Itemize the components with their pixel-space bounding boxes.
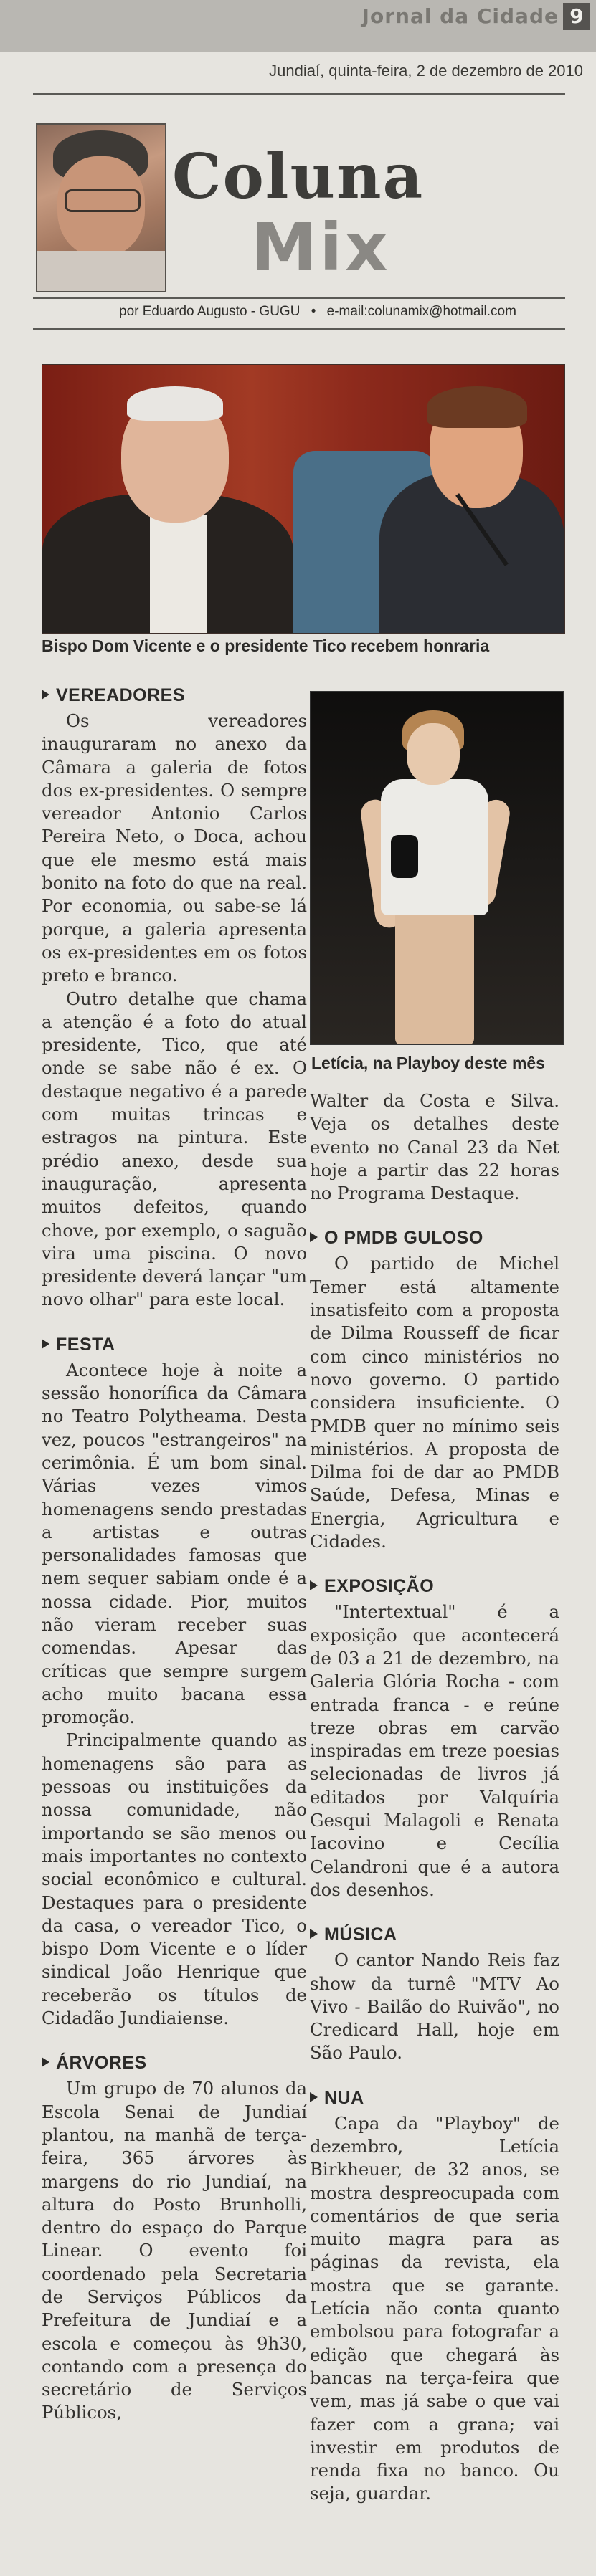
arrow-icon xyxy=(310,1580,318,1590)
paragraph: Walter da Costa e Silva. Veja os detalhes deste evento no Canal 23 da Net hoje a partir das 22 horas no Programa Destaque. xyxy=(310,1090,559,1204)
heading-pmdb: O PMDB GULOSO xyxy=(310,1223,559,1252)
paragraph: Outro detalhe que chama a atenção é a foto do atual presidente, Tico, que até onde se sabe não é ex. O destaque negativo é a parede com muitas trincas e estragos na pintura. Este prédio anexo, desde sua inauguração, apresenta muitos defeitos, quando chove, por exemplo, o saguão vira uma piscina. O novo presidente deverá lançar "um novo olhar" para este local. xyxy=(42,988,307,1310)
heading-arvores: ÁRVORES xyxy=(42,2048,307,2077)
paragraph: Um grupo de 70 alunos da Escola Senai de Jundiaí plantou, na manhã de terça-feira, 365 árvores às margens do rio Jundiaí, na altura do Posto Brunholli, dentro do espaço do Parque Linear. O evento foi coordenado pela Secretaria de Serviços Públicos da Prefeitura de Jundiaí e a escola e começou às 9h30, contando com a presença do secretário de Serviços Públicos, xyxy=(42,2078,307,2423)
heading-vereadores: VEREADORES xyxy=(42,681,307,710)
columnist-photo xyxy=(36,123,166,292)
paragraph: O partido de Michel Temer está altamente insatisfeito com a proposta de Dilma Rousseff de ficar com cinco ministérios no novo governo. O partido considera insuficiente. O PMDB quer no mínimo seis ministérios. A proposta de Dilma foi de dar ao PMDB Saúde, Defesa, Minas e Energia, Agricultura e Cidades. xyxy=(310,1253,559,1552)
newspaper-name: Jornal da Cidade xyxy=(361,4,559,28)
heading-festa: FESTA xyxy=(42,1330,307,1359)
byline-bottom-rule xyxy=(33,328,565,330)
dateline: Jundiaí, quinta-feira, 2 de dezembro de 2010 xyxy=(269,62,583,80)
paragraph: Capa da "Playboy" de dezembro, Letícia Birkheuer, de 32 anos, se mostra despreocupada com comentários de que seria muito magra para as páginas da revista, ela mostra que se garante. Letícia não conta quanto embolsou para fotografar a edição que chegará às bancas na terça-feira que vem, mas já sabe o que vai fazer com a grana; vai investir em produtos de renda fixa no banco. Ou seja, guardar. xyxy=(310,2112,559,2504)
byline-top-rule xyxy=(33,297,565,299)
paragraph: "Intertextual" é a exposição que acontecerá de 03 a 21 de dezembro, na Galeria Glória Rocha - com entrada franca - e reúne treze obras em carvão inspiradas em treze poesias selecionadas de livros já editados por Valquíria Gesqui Malagoli e Renata Iacovino e Cecília Celandroni que é a autora dos desenhos. xyxy=(310,1601,559,1900)
paragraph: Acontece hoje à noite a sessão honorífica da Câmara no Teatro Polytheama. Desta vez, poucos "estrangeiros" na cerimônia. É um bom sinal. Várias vezes vimos homenagens sendo prestadas a artistas e outras personalidades famosas que nem sequer sabiam onde é a nossa cidade. Pior, muitos não vieram receber suas comendas. Apesar das críticas que sempre surgem acho muito bacana essa promoção. xyxy=(42,1359,307,1728)
arrow-icon xyxy=(310,1929,318,1939)
left-column xyxy=(42,681,307,2425)
column-title-mix: Mix xyxy=(251,209,391,286)
masthead xyxy=(0,0,596,52)
right-column xyxy=(310,1089,559,2506)
paragraph: Os vereadores inauguraram no anexo da Câmara a galeria de fotos dos ex-presidentes. O sempre vereador Antonio Carlos Pereira Neto, o Doca, achou que ele mesmo está mais bonito na foto do que na real. Por economia, ou sabe-se lá porque, a galeria apresenta os ex-presidentes em os fotos preto e branco. xyxy=(42,710,307,986)
arrow-icon xyxy=(42,690,49,700)
arrow-icon xyxy=(42,1339,49,1349)
author-credit: por Eduardo Augusto - GUGU xyxy=(119,304,301,319)
arrow-icon xyxy=(42,2057,49,2067)
paragraph: Principalmente quando as homenagens são para as pessoas ou instituições da nossa comunidade, não importando se são menos ou mais importantes no contexto social econômico e cultural. Destaques para o presidente da casa, o vereador Tico, o bispo Dom Vicente e o líder sindical João Henrique que receberão os títulos de Cidadão Jundiaiense. xyxy=(42,1730,307,2029)
byline xyxy=(119,304,516,320)
arrow-icon xyxy=(310,1232,318,1242)
paragraph: O cantor Nando Reis faz show da turnê "MTV Ao Vivo - Bailão do Ruivão", no Credicard Hall, hoje em São Paulo. xyxy=(310,1950,559,2064)
page-number: 9 xyxy=(563,3,590,30)
heading-nua: NUA xyxy=(310,2084,559,2112)
arrow-icon xyxy=(310,2092,318,2102)
author-email: e-mail:colunamix@hotmail.com xyxy=(326,304,516,319)
header-top-rule xyxy=(33,93,565,95)
playboy-photo xyxy=(310,691,564,1045)
byline-bullet: • xyxy=(311,304,316,319)
main-photo-caption: Bispo Dom Vicente e o presidente Tico recebem honraria xyxy=(42,636,490,655)
column-title-coluna: Coluna xyxy=(172,140,425,213)
heading-musica: MÚSICA xyxy=(310,1920,559,1949)
main-photo xyxy=(42,364,565,634)
playboy-caption: Letícia, na Playboy deste mês xyxy=(311,1054,545,1072)
heading-exposicao: EXPOSIÇÃO xyxy=(310,1572,559,1601)
